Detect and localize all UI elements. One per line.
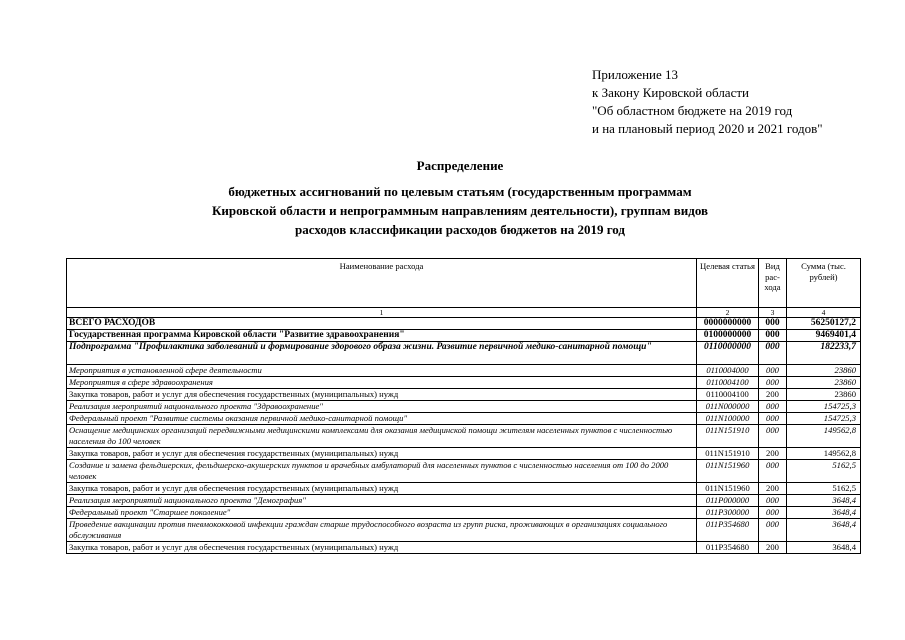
row-name-cell: Закупка товаров, работ и услуг для обеспечения государственных (муниципальных) нужд — [67, 389, 697, 401]
table-row — [67, 377, 861, 389]
col-number: 2 — [697, 308, 759, 318]
row-sum-cell: 3648,4 — [787, 519, 861, 542]
table-row — [67, 365, 861, 377]
col-number: 3 — [759, 308, 787, 318]
row-name-cell: Реализация мероприятий национального проекта "Демография" — [67, 495, 697, 507]
row-sum-cell: 56250127,2 — [787, 318, 861, 330]
row-vid-cell: 000 — [759, 318, 787, 330]
row-name-cell: Федеральный проект "Старшее поколение" — [67, 507, 697, 519]
table-row — [67, 401, 861, 413]
row-code-cell: 011N100000 — [697, 413, 759, 425]
row-sum-cell: 154725,3 — [787, 401, 861, 413]
row-code-cell: 0110004100 — [697, 389, 759, 401]
row-code-cell: 011N151960 — [697, 460, 759, 483]
appendix-header — [592, 66, 892, 138]
row-vid-cell: 000 — [759, 330, 787, 342]
row-sum-cell: 9469401,4 — [787, 330, 861, 342]
row-name-cell: Реализация мероприятий национального проекта "Здравоохранение" — [67, 401, 697, 413]
row-vid-cell: 200 — [759, 448, 787, 460]
row-vid-cell: 000 — [759, 495, 787, 507]
row-name-cell: Оснащение медицинских организаций передвижными медицинскими комплексами для оказания медицинской помощи жителям населенных пунктов с численностью населения до 100 человек — [67, 425, 697, 448]
row-code-cell: 011N151910 — [697, 425, 759, 448]
row-code-cell: 011P300000 — [697, 507, 759, 519]
row-name-cell: Государственная программа Кировской области "Развитие здравоохранения" — [67, 330, 697, 342]
row-name-cell: Закупка товаров, работ и услуг для обеспечения государственных (муниципальных) нужд — [67, 483, 697, 495]
row-sum-cell: 5162,5 — [787, 460, 861, 483]
row-name-cell: Закупка товаров, работ и услуг для обеспечения государственных (муниципальных) нужд — [67, 542, 697, 554]
row-vid-cell: 000 — [759, 377, 787, 389]
table-row — [67, 425, 861, 448]
row-code-cell: 011N151910 — [697, 448, 759, 460]
table-row — [67, 389, 861, 401]
row-vid-cell: 200 — [759, 483, 787, 495]
row-code-cell: 0100000000 — [697, 330, 759, 342]
row-code-cell: 011P354680 — [697, 519, 759, 542]
row-sum-cell: 23860 — [787, 389, 861, 401]
row-sum-cell: 23860 — [787, 365, 861, 377]
row-vid-cell: 000 — [759, 342, 787, 365]
row-name-cell: Мероприятия в установленной сфере деятельности — [67, 365, 697, 377]
subtitle-line-3: расходов классификации расходов бюджетов на 2019 год — [294, 222, 625, 237]
row-code-cell: 0000000000 — [697, 318, 759, 330]
table-row — [67, 318, 861, 330]
table-row — [67, 495, 861, 507]
row-vid-cell: 000 — [759, 365, 787, 377]
row-vid-cell: 000 — [759, 413, 787, 425]
row-name-cell: Мероприятия в сфере здравоохранения — [67, 377, 697, 389]
document-subtitle — [60, 182, 860, 239]
row-sum-cell: 154725,3 — [787, 413, 861, 425]
header-name: Наименование расхода — [67, 259, 697, 308]
row-code-cell: 011P000000 — [697, 495, 759, 507]
row-vid-cell: 000 — [759, 519, 787, 542]
table-row — [67, 483, 861, 495]
row-code-cell: 011N151960 — [697, 483, 759, 495]
table-body — [67, 318, 861, 554]
table-row — [67, 519, 861, 542]
subtitle-line-1: бюджетных ассигнований по целевым статьям (государственным программам — [228, 184, 692, 199]
table-row — [67, 413, 861, 425]
row-sum-cell: 149562,8 — [787, 448, 861, 460]
subtitle-line-2: Кировской области и непрограммным направлениям деятельности), группам видов — [211, 203, 709, 218]
row-name-cell: Закупка товаров, работ и услуг для обеспечения государственных (муниципальных) нужд — [67, 448, 697, 460]
row-code-cell: 011P354680 — [697, 542, 759, 554]
col-number: 4 — [787, 308, 861, 318]
document-heading: Распределение — [416, 158, 504, 173]
row-sum-cell: 3648,4 — [787, 495, 861, 507]
table-row — [67, 507, 861, 519]
col-number: 1 — [67, 308, 697, 318]
row-sum-cell: 23860 — [787, 377, 861, 389]
appendix-law-ref: к Закону Кировской области — [592, 85, 749, 100]
row-sum-cell: 3648,4 — [787, 542, 861, 554]
row-name-cell: Подпрограмма "Профилактика заболеваний и формирование здорового образа жизни. Развитие первичной медико-санитарной помощи" — [67, 342, 697, 365]
row-sum-cell: 5162,5 — [787, 483, 861, 495]
row-sum-cell: 3648,4 — [787, 507, 861, 519]
header-vid: Вид рас-хода — [759, 259, 787, 308]
row-name-cell: Федеральный проект "Развитие системы оказания первичной медико-санитарной помощи" — [67, 413, 697, 425]
row-name-cell: Проведение вакцинации против пневмококковой инфекции граждан старше трудоспособного возраста из групп риска, проживающих в организациях социального обслуживания — [67, 519, 697, 542]
row-sum-cell: 149562,8 — [787, 425, 861, 448]
row-code-cell: 0110000000 — [697, 342, 759, 365]
appendix-law-title-2: и на плановый период 2020 и 2021 годов" — [592, 121, 823, 136]
row-vid-cell: 200 — [759, 389, 787, 401]
appendix-number: Приложение 13 — [592, 67, 679, 82]
row-name-cell: Создание и замена фельдшерских, фельдшерско-акушерских пунктов и врачебных амбулаторий для населенных пунктов с численностью населения от 100 до 2000 человек — [67, 460, 697, 483]
row-vid-cell: 000 — [759, 460, 787, 483]
row-vid-cell: 000 — [759, 425, 787, 448]
table-row — [67, 448, 861, 460]
table-row — [67, 460, 861, 483]
table-row — [67, 542, 861, 554]
budget-table — [66, 258, 861, 554]
row-vid-cell: 200 — [759, 542, 787, 554]
header-code: Целевая статья — [697, 259, 759, 308]
appendix-law-title-1: "Об областном бюджете на 2019 год — [592, 103, 793, 118]
table-row — [67, 330, 861, 342]
row-sum-cell: 182233,7 — [787, 342, 861, 365]
row-name-cell: ВСЕГО РАСХОДОВ — [67, 318, 697, 330]
table-row — [67, 342, 861, 365]
header-sum: Сумма (тыс. рублей) — [787, 259, 861, 308]
row-code-cell: 011N000000 — [697, 401, 759, 413]
row-code-cell: 0110004000 — [697, 365, 759, 377]
row-vid-cell: 000 — [759, 401, 787, 413]
row-vid-cell: 000 — [759, 507, 787, 519]
row-code-cell: 0110004100 — [697, 377, 759, 389]
